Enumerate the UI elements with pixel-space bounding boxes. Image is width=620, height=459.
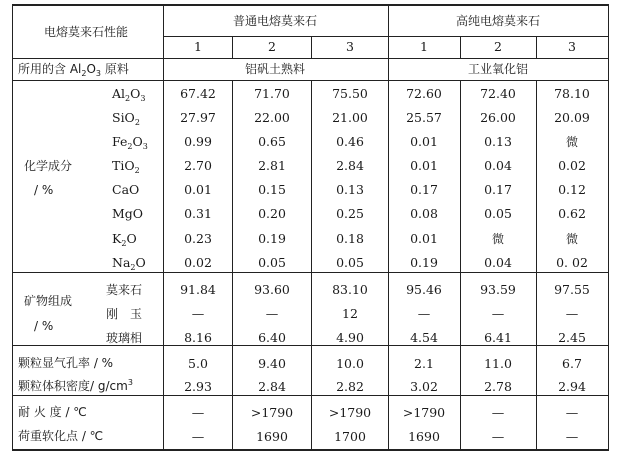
chemical-value-cell: 0.46 — [336, 134, 364, 149]
mineral-value-cell: — — [491, 306, 505, 321]
oxide-label-base: MgO — [112, 206, 144, 221]
chemical-value-cell: 2.84 — [336, 158, 364, 173]
density-value-cell: 2.84 — [258, 379, 286, 394]
mineral-value-cell: 95.46 — [406, 282, 442, 297]
chemical-value-cell: 0.99 — [184, 134, 212, 149]
chemical-value-cell: 微 — [491, 232, 505, 246]
chemical-value-cell: 67.42 — [180, 86, 216, 101]
porosity-value-cell: 6.7 — [562, 356, 582, 371]
density-value-cell: 2.78 — [484, 379, 512, 394]
raw-material-label — [18, 62, 129, 78]
oxide-label-sub1: 2 — [134, 166, 140, 175]
group-header-normal: 普通电熔莫来石 — [232, 14, 318, 28]
chemical-value-cell: 0.25 — [336, 206, 364, 221]
raw-material-normal: 铝矾土熟料 — [244, 62, 306, 76]
porosity-value-cell: 10.0 — [336, 356, 364, 371]
porosity-value-cell: 5.0 — [188, 356, 208, 371]
mineral-value-cell: 4.54 — [410, 330, 438, 345]
column-number: 3 — [346, 39, 354, 54]
oxide-label-sub2: 3 — [140, 94, 146, 103]
chemical-value-cell: 0.18 — [336, 231, 364, 246]
mineral-value-cell: 8.16 — [184, 330, 212, 345]
group-header-pure: 高纯电熔莫来石 — [455, 14, 541, 28]
softening-value-cell: — — [491, 429, 505, 444]
density-value-cell: 2.94 — [558, 379, 586, 394]
density-label-text: 颗粒体积密度/ g/cm — [18, 379, 128, 393]
softening-value-cell: — — [565, 429, 579, 444]
porosity-value-cell: 9.40 — [258, 356, 286, 371]
column-number: 1 — [194, 39, 202, 54]
mineral-value-cell: 93.59 — [480, 282, 516, 297]
chemical-value-cell: 2.81 — [258, 158, 286, 173]
chemical-value-cell: 0.15 — [258, 182, 286, 197]
density-label — [18, 380, 133, 392]
chemical-group-unit: / % — [34, 183, 54, 197]
column-number: 2 — [268, 39, 276, 54]
chemical-value-cell: 0.01 — [410, 134, 438, 149]
mineral-value-cell: 6.41 — [484, 330, 512, 345]
raw-material-pure: 工业氧化铝 — [467, 62, 529, 76]
softening-value-cell: — — [191, 429, 205, 444]
oxide-label-mid: O — [130, 86, 141, 101]
oxide-label-sub1: 2 — [130, 263, 136, 272]
chemical-value-cell: 0.31 — [184, 206, 212, 221]
table-rule-vertical — [536, 80, 537, 451]
chemical-value-cell: 72.60 — [406, 86, 442, 101]
chemical-value-cell: 75.50 — [332, 86, 368, 101]
oxide-label — [112, 257, 146, 270]
chemical-value-cell: 0.13 — [336, 182, 364, 197]
chemical-value-cell: 微 — [565, 135, 579, 149]
chemical-value-cell: 72.40 — [480, 86, 516, 101]
softening-value-cell: 1700 — [334, 429, 366, 444]
table-rule-vertical — [460, 80, 461, 451]
oxide-label-sub1: 2 — [121, 239, 127, 248]
softening-value-cell: 1690 — [256, 429, 288, 444]
oxide-label — [112, 112, 140, 125]
mineral-value-cell: 91.84 — [180, 282, 216, 297]
chemical-value-cell: 0.05 — [336, 255, 364, 270]
mineral-value-cell: 83.10 — [332, 282, 368, 297]
mineral-group-unit: / % — [34, 319, 54, 333]
refractoriness-value-cell: — — [491, 405, 505, 420]
table-rule — [163, 36, 609, 37]
refractoriness-value-cell: >1790 — [328, 405, 372, 420]
chemical-value-cell: 21.00 — [332, 110, 368, 125]
oxide-label — [112, 233, 137, 246]
table-rule-vertical — [460, 36, 461, 58]
oxide-label — [112, 136, 148, 149]
mineral-value-cell: — — [565, 306, 579, 321]
chemical-value-cell: 22.00 — [254, 110, 290, 125]
chemical-value-cell: 20.09 — [554, 110, 590, 125]
oxide-label-base: Fe — [112, 134, 128, 149]
table-title: 电熔莫来石性能 — [43, 25, 129, 39]
porosity-value-cell: 2.1 — [414, 356, 434, 371]
chemical-value-cell: 0.01 — [410, 158, 438, 173]
mineral-group-label: 矿物组成 — [24, 294, 73, 308]
table-rule-vertical — [608, 4, 609, 451]
oxide-label — [112, 160, 140, 173]
chemical-value-cell: 0.04 — [484, 158, 512, 173]
chemical-value-cell: 0.05 — [484, 206, 512, 221]
chemical-value-cell: 27.97 — [180, 110, 216, 125]
table-rule-vertical — [388, 4, 389, 451]
chemical-value-cell: 0.17 — [484, 182, 512, 197]
oxide-label-base: Al — [112, 86, 126, 101]
raw-material-label-sub2: 3 — [95, 69, 101, 78]
porosity-label: 颗粒显气孔率 / % — [18, 356, 114, 370]
table-rule — [12, 58, 609, 59]
oxide-label-base: CaO — [112, 182, 140, 197]
oxide-label-mid: O — [132, 134, 143, 149]
raw-material-label-prefix: 所用的含 Al — [18, 62, 82, 76]
chemical-value-cell: 0.23 — [184, 231, 212, 246]
chemical-value-cell: 0.04 — [484, 255, 512, 270]
mineral-value-cell: 93.60 — [254, 282, 290, 297]
chemical-value-cell: 2.70 — [184, 158, 212, 173]
density-value-cell: 3.02 — [410, 379, 438, 394]
chemical-value-cell: 26.00 — [480, 110, 516, 125]
porosity-value-cell: 11.0 — [484, 356, 512, 371]
table-rule-vertical — [163, 4, 164, 451]
chemical-value-cell: 0.19 — [410, 255, 438, 270]
table-rule-vertical — [232, 80, 233, 451]
mineral-value-cell: — — [265, 306, 279, 321]
raw-material-label-sub1: 2 — [81, 69, 87, 78]
chemical-group-label: 化学成分 — [24, 159, 73, 173]
mineral-value-cell: — — [417, 306, 431, 321]
oxide-label-sub1: 2 — [134, 118, 140, 127]
oxide-label — [112, 184, 139, 197]
density-value-cell: 2.93 — [184, 379, 212, 394]
refractoriness-label: 耐 火 度 / ℃ — [18, 405, 87, 419]
oxide-label-sub1: 2 — [125, 94, 131, 103]
table-rule-vertical — [311, 36, 312, 58]
oxide-label-mid: O — [135, 255, 146, 270]
oxide-label-base: K — [112, 231, 122, 246]
mineral-value-cell: 12 — [342, 306, 358, 321]
chemical-value-cell: 0.01 — [184, 182, 212, 197]
oxide-label-mid: O — [126, 231, 137, 246]
oxide-label — [112, 88, 145, 101]
chemical-value-cell: 0.12 — [558, 182, 586, 197]
refractoriness-value-cell: — — [191, 405, 205, 420]
mineral-value-cell: 6.40 — [258, 330, 286, 345]
chemical-value-cell: 0.20 — [258, 206, 286, 221]
density-value-cell: 2.82 — [336, 379, 364, 394]
column-number: 3 — [568, 39, 576, 54]
refractoriness-value-cell: >1790 — [250, 405, 294, 420]
chemical-value-cell: 0.62 — [558, 206, 586, 221]
chemical-value-cell: 0.02 — [558, 158, 586, 173]
mineral-value-cell: — — [191, 306, 205, 321]
column-number: 2 — [494, 39, 502, 54]
raw-material-label-o: O — [86, 62, 96, 76]
refractoriness-value-cell: — — [565, 405, 579, 420]
mineral-value-cell: 97.55 — [554, 282, 590, 297]
mineral-value-cell: 4.90 — [336, 330, 364, 345]
oxide-label-base: SiO — [112, 110, 135, 125]
mineral-name: 刚 玉 — [105, 307, 143, 321]
chemical-value-cell: 0.65 — [258, 134, 286, 149]
chemical-value-cell: 0.08 — [410, 206, 438, 221]
refractoriness-value-cell: >1790 — [402, 405, 446, 420]
raw-material-label-suffix: 原料 — [101, 62, 129, 76]
mineral-name: 莫来石 — [105, 283, 143, 297]
table-rule-top — [12, 4, 609, 6]
softening-value-cell: 1690 — [408, 429, 440, 444]
table-rule-vertical — [311, 80, 312, 451]
chemical-value-cell: 78.10 — [554, 86, 590, 101]
chemical-value-cell: 0.19 — [258, 231, 286, 246]
table-rule-vertical — [536, 36, 537, 58]
softening-label: 荷重软化点 / ℃ — [18, 429, 104, 443]
chemical-value-cell: 0.05 — [258, 255, 286, 270]
mineral-name: 玻璃相 — [105, 331, 143, 345]
chemical-value-cell: 0. 02 — [556, 255, 588, 270]
mineral-value-cell: 2.45 — [558, 330, 586, 345]
oxide-label-sub2: 3 — [142, 142, 148, 151]
chemical-value-cell: 0.01 — [410, 231, 438, 246]
chemical-value-cell: 25.57 — [406, 110, 442, 125]
chemical-value-cell: 0.13 — [484, 134, 512, 149]
chemical-value-cell: 0.02 — [184, 255, 212, 270]
table-rule-vertical — [232, 36, 233, 58]
density-label-sup: 3 — [127, 378, 133, 387]
column-number: 1 — [420, 39, 428, 54]
oxide-label-base: TiO — [112, 158, 135, 173]
table-rule-vertical — [12, 4, 13, 451]
oxide-label — [112, 208, 143, 221]
oxide-label-base: Na — [112, 255, 131, 270]
chemical-value-cell: 0.17 — [410, 182, 438, 197]
chemical-value-cell: 微 — [565, 232, 579, 246]
chemical-value-cell: 71.70 — [254, 86, 290, 101]
oxide-label-sub1: 2 — [127, 142, 133, 151]
